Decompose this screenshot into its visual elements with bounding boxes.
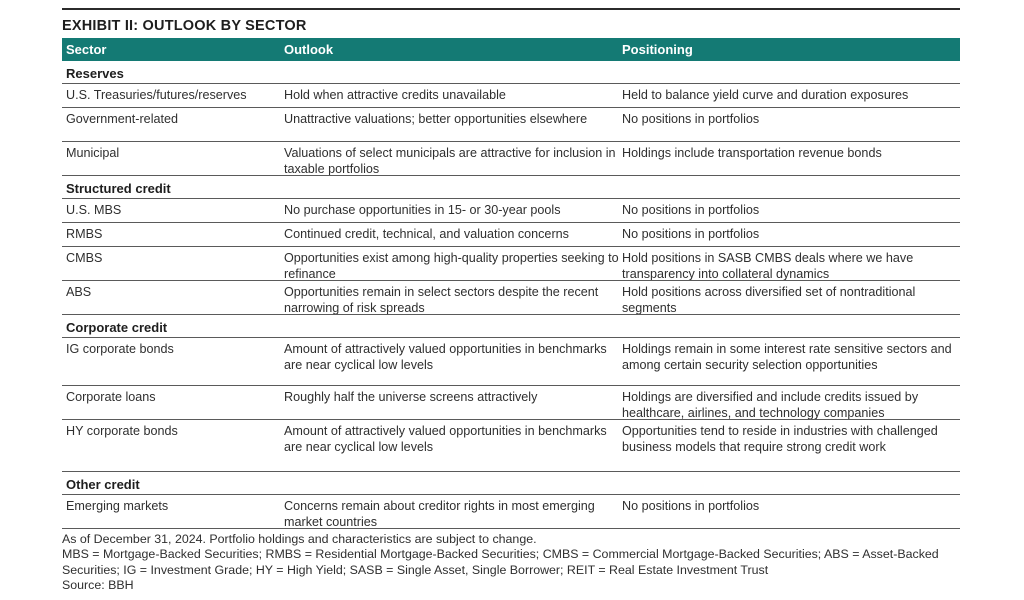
cell-positioning: No positions in portfolios <box>622 227 760 241</box>
header-outlook: Outlook <box>284 42 334 57</box>
exhibit <box>62 8 960 594</box>
header-sector: Sector <box>66 42 107 57</box>
table-row <box>62 338 960 386</box>
cell-outlook: Amount of attractively valued opportunities in benchmarks are near cyclical low levels <box>284 342 607 372</box>
group-header-other-credit: Other credit <box>62 472 960 495</box>
cell-positioning: No positions in portfolios <box>622 203 760 217</box>
top-rule <box>62 8 960 10</box>
exhibit-title: EXHIBIT II: OUTLOOK BY SECTOR <box>62 18 307 34</box>
cell-sector: Emerging markets <box>66 499 169 513</box>
cell-positioning: Holdings remain in some interest rate sensitive sectors and among certain security selection opportunities <box>622 342 952 372</box>
footnote-abbreviations: MBS = Mortgage-Backed Securities; RMBS = Residential Mortgage-Backed Securities; CMBS = Commercial Mortgage-Backed Securities; ABS = Asset-Backed Securities; IG = Investment Grade; HY = High Yield; SASB = Single Asset, Single Borrower; REIT = Real Estate Investment Trust <box>62 547 939 577</box>
table-row <box>62 281 960 315</box>
cell-outlook: Amount of attractively valued opportunities in benchmarks are near cyclical low levels <box>284 424 607 454</box>
cell-outlook: Unattractive valuations; better opportunities elsewhere <box>284 112 588 126</box>
cell-positioning: Held to balance yield curve and duration exposures <box>622 88 909 102</box>
cell-positioning: No positions in portfolios <box>622 112 760 126</box>
cell-positioning: No positions in portfolios <box>622 499 760 513</box>
cell-sector: U.S. MBS <box>66 203 122 217</box>
cell-sector: CMBS <box>66 251 103 265</box>
group-header-corporate-credit: Corporate credit <box>62 315 960 338</box>
table-row <box>62 420 960 472</box>
cell-positioning: Holdings are diversified and include credits issued by healthcare, airlines, and technology companies <box>622 390 919 420</box>
cell-positioning: Hold positions in SASB CMBS deals where we have transparency into collateral dynamics <box>622 251 914 281</box>
table-row <box>62 386 960 420</box>
table-row <box>62 199 960 223</box>
cell-sector: U.S. Treasuries/futures/reserves <box>66 88 247 102</box>
group-header-reserves: Reserves <box>62 61 960 84</box>
cell-sector: Municipal <box>66 146 120 160</box>
cell-sector: RMBS <box>66 227 103 241</box>
cell-outlook: Valuations of select municipals are attractive for inclusion in taxable portfolios <box>284 146 616 176</box>
cell-outlook: No purchase opportunities in 15- or 30-year pools <box>284 203 561 217</box>
footnote-source: Source: BBH <box>62 578 134 593</box>
table-row <box>62 108 960 142</box>
header-positioning: Positioning <box>622 42 693 57</box>
cell-sector: Government-related <box>66 112 178 126</box>
table-row <box>62 247 960 281</box>
footnotes <box>62 532 960 594</box>
cell-outlook: Roughly half the universe screens attractively <box>284 390 538 404</box>
cell-sector: HY corporate bonds <box>66 424 178 438</box>
cell-outlook: Opportunities exist among high-quality properties seeking to refinance <box>284 251 619 281</box>
cell-sector: IG corporate bonds <box>66 342 174 356</box>
cell-positioning: Holdings include transportation revenue bonds <box>622 146 882 160</box>
group-header-structured-credit: Structured credit <box>62 176 960 199</box>
cell-outlook: Concerns remain about creditor rights in most emerging market countries <box>284 499 595 529</box>
table-row <box>62 495 960 529</box>
table-row <box>62 142 960 176</box>
table-row <box>62 84 960 108</box>
cell-sector: ABS <box>66 285 92 299</box>
cell-positioning: Hold positions across diversified set of nontraditional segments <box>622 285 916 315</box>
cell-outlook: Continued credit, technical, and valuation concerns <box>284 227 569 241</box>
cell-outlook: Opportunities remain in select sectors despite the recent narrowing of risk spreads <box>284 285 599 315</box>
cell-sector: Corporate loans <box>66 390 156 404</box>
cell-positioning: Opportunities tend to reside in industries with challenged business models that require strong credit work <box>622 424 938 454</box>
table-row <box>62 223 960 247</box>
cell-outlook: Hold when attractive credits unavailable <box>284 88 506 102</box>
table-header <box>62 38 960 61</box>
footnote-date: As of December 31, 2024. Portfolio holdings and characteristics are subject to change. <box>62 532 537 546</box>
